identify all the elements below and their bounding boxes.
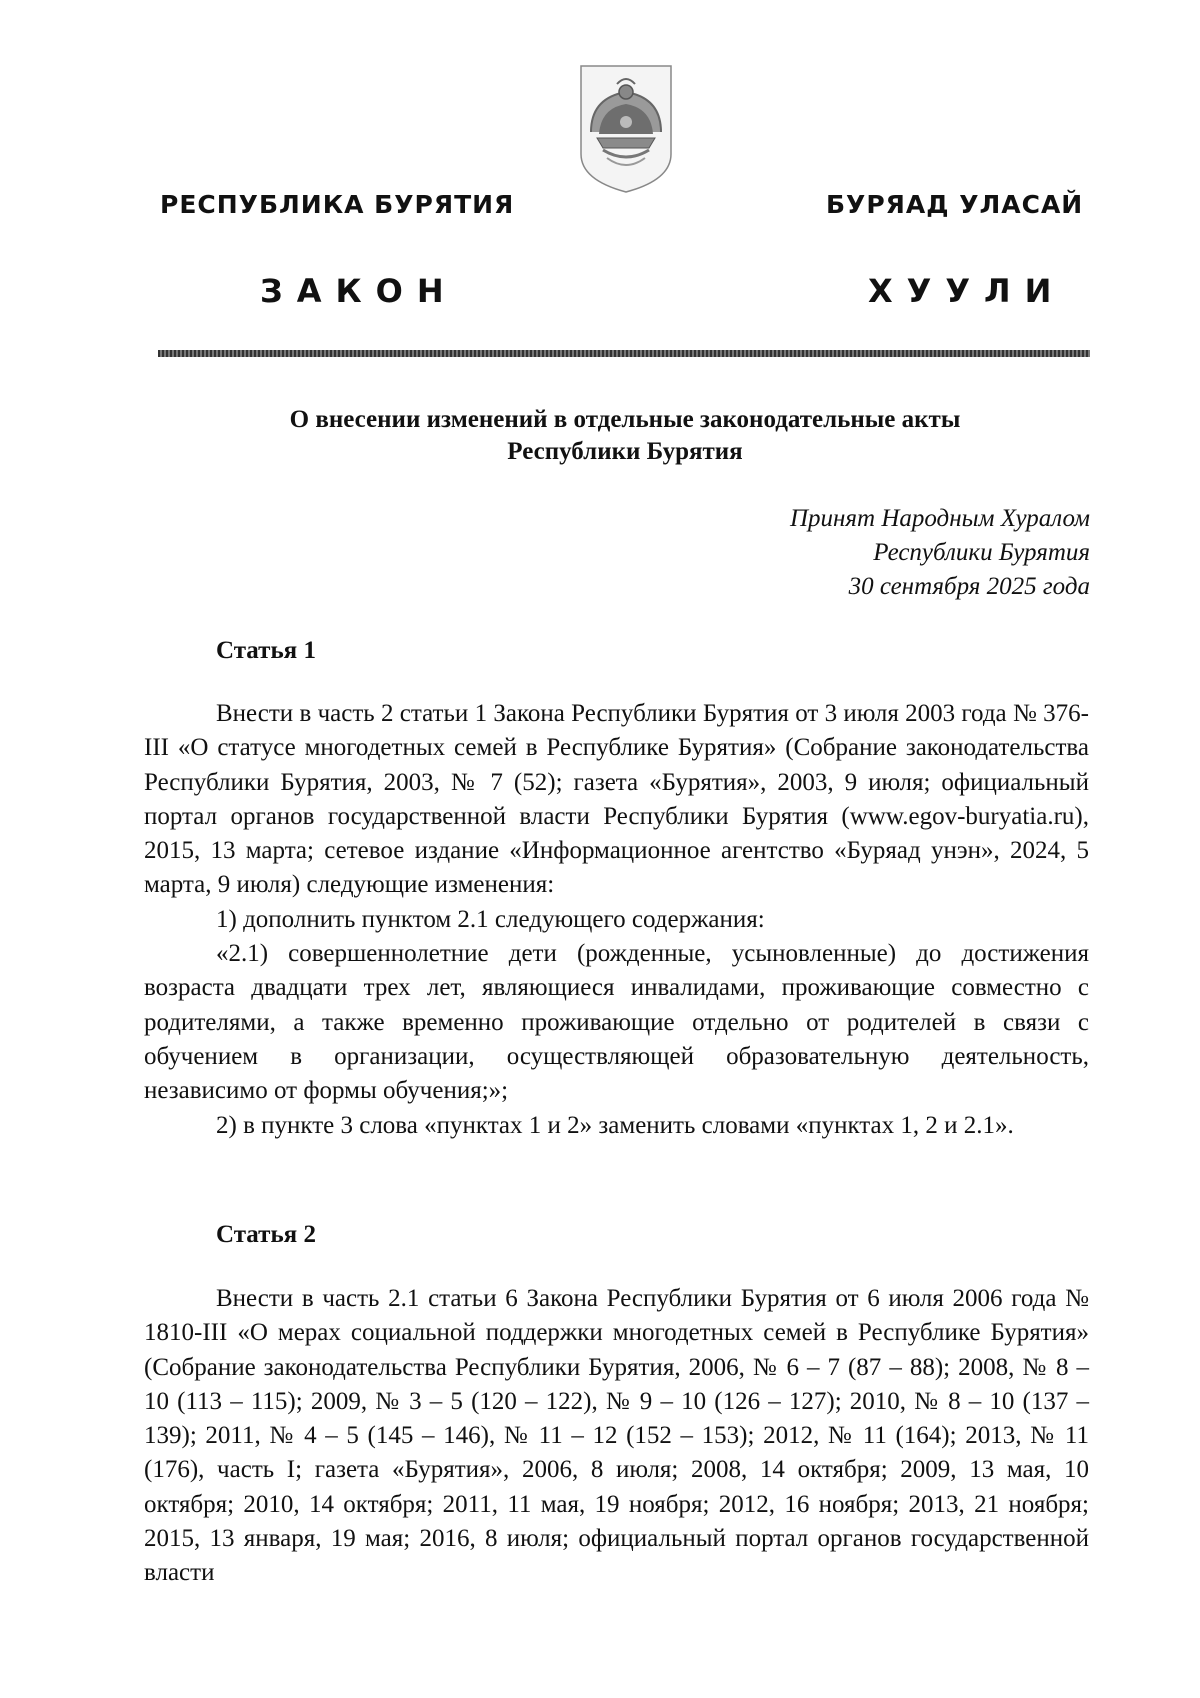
doc-type-russian: ЗАКОН bbox=[260, 272, 458, 310]
adoption-note bbox=[790, 502, 1090, 604]
article-2-heading: Статья 2 bbox=[216, 1221, 316, 1248]
adoption-date: 30 сентября 2025 года bbox=[848, 573, 1090, 600]
adoption-line: Принят Народным Хуралом bbox=[789, 505, 1090, 532]
law-title-line: О внесении изменений в отдельные законодательные акты bbox=[289, 406, 961, 433]
doc-type-buryat: ХУУЛИ bbox=[868, 272, 1066, 310]
law-title bbox=[160, 404, 1090, 468]
adoption-line: Республики Бурятия bbox=[873, 539, 1090, 566]
coat-of-arms-emblem bbox=[577, 62, 675, 195]
article-1-heading: Статья 1 bbox=[216, 637, 316, 664]
article-1-body bbox=[144, 697, 1089, 1143]
article-paragraph: Внести в часть 2 статьи 1 Закона Республики Бурятия от 3 июля 2003 года № 376-III «О статусе многодетных семей в Республике Бурятия» (Собрание законодательства Республики Бурятия, 2003, № 7 (52); газета «Бурятия», 2003, 9 июля; официальный портал органов государственной власти Республики Бурятия (www.egov-buryatia.ru), 2015, 13 марта; сетевое издание «Информационное агентство «Буряад унэн», 2024, 5 марта, 9 июля) следующие изменения: bbox=[144, 700, 1089, 899]
article-2-body bbox=[144, 1282, 1089, 1591]
article-paragraph: «2.1) совершеннолетние дети (рожденные, усыновленные) до достижения возраста двадцати трех лет, являющиеся инвалидами, проживающие совместно с родителями, а также временно проживающие отдельно от родителей в связи с обучением в организации, осуществляющей образовательную деятельность, независимо от формы обучения;»; bbox=[144, 940, 1089, 1105]
law-title-line: Республики Бурятия bbox=[507, 438, 743, 465]
article-paragraph: 2) в пункте 3 слова «пунктах 1 и 2» заменить словами «пунктах 1, 2 и 2.1». bbox=[216, 1111, 1014, 1139]
article-paragraph: 1) дополнить пунктом 2.1 следующего содержания: bbox=[216, 905, 765, 933]
article-paragraph: Внести в часть 2.1 статьи 6 Закона Республики Бурятия от 6 июля 2006 года № 1810-III «О мерах социальной поддержки многодетных семей в Республике Бурятия» (Собрание законодательства Республики Бурятия, 2006, № 6 – 7 (87 – 88); 2008, № 8 – 10 (113 – 115); 2009, № 3 – 5 (120 – 122), № 9 – 10 (126 – 127); 2010, № 8 – 10 (137 – 139); 2011, № 4 – 5 (145 – 146), № 11 – 12 (152 – 153); 2012, № 11 (164); 2013, № 11 (176), часть I; газета «Бурятия», 2006, 8 июля; 2008, 14 октября; 2009, 13 мая, 10 октября; 2010, 14 октября; 2011, 11 мая, 19 ноября; 2012, 16 ноября; 2013, 21 ноября; 2015, 13 января, 19 мая; 2016, 8 июля; официальный портал органов государственной власти bbox=[144, 1285, 1089, 1587]
state-name-buryat: БУРЯАД УЛАСАЙ bbox=[826, 190, 1084, 219]
header-divider bbox=[158, 350, 1090, 357]
state-name-russian: РЕСПУБЛИКА БУРЯТИЯ bbox=[160, 190, 515, 219]
